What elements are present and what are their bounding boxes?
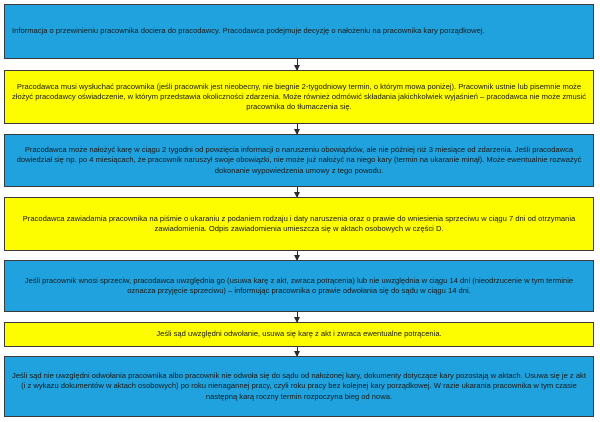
flow-step-1-text: Informacja o przewinieniu pracownika dociera do pracodawcy. Pracodawca podejmuje decyzję o nałożeniu na pracownika kary porządkowej. — [12, 26, 485, 36]
flow-arrow-2 — [297, 124, 298, 134]
flow-step-5-text: Jeśli pracownik wnosi sprzeciw, pracodawca uwzględnia go (usuwa karę z akt, zwraca potrącenia) lub nie uwzględnia w ciągu 14 dni (nieodrzucenie w tym terminie oznacza przyjęcie sprzeciwu) – informując pracownika o prawie odwołania się do sądu w ciągu 14 dni. — [24, 275, 574, 295]
flow-step-4-text: Pracodawca zawiadamia pracownika na piśmie o ukaraniu z podaniem rodzaju i daty naruszenia oraz o prawie do wniesienia sprzeciwu w ciągu 7 dni od otrzymania zawiadomienia. Odpis zawiadomienia umieszcza się w aktach osobowych w części D. — [22, 213, 576, 233]
flow-arrow-6 — [297, 347, 298, 356]
flow-step-7 — [4, 356, 594, 417]
flow-arrow-5 — [297, 312, 298, 322]
flow-arrow-4 — [297, 251, 298, 260]
flow-step-5 — [4, 260, 594, 312]
flow-step-3 — [4, 134, 594, 187]
flow-step-2-text: Pracodawca musi wysłuchać pracownika (jeśli pracownik jest nieobecny, nie biegnie 2-tygodniowy termin, o którym mowa poniżej). Pracownik ustnie lub pisemnie może złożyć pracodawcy oświadczenie, w którym przedstawia okoliczności zdarzenia. Może również odmówić składania jakichkolwiek wyjaśnień – pracodawca nie może zmusić pracownika do tłumaczenia się. — [12, 81, 586, 112]
flow-step-6-text: Jeśli sąd uwzględni odwołanie, usuwa się karę z akt i zwraca ewentualne potrącenia. — [156, 329, 442, 339]
flow-step-1 — [4, 4, 594, 59]
flow-step-2 — [4, 70, 594, 124]
flow-step-7-text: Jeśli sąd nie uwzględni odwołania pracownika albo pracownik nie odwoła się do sądu od nałożonej kary, dokumenty dotyczące kary pozostają w aktach. Usuwa się je z akt (i z wykazu dokumentów w aktach osobowych) po roku nienagannej pracy, czyli roku pracy bez kolejnej kary porządkowej. W razie ukarania pracownika w tym czasie następną karą roczny termin rozpoczyna bieg od nowa. — [12, 371, 586, 401]
flow-step-4 — [4, 197, 594, 251]
flow-arrow-3 — [297, 187, 298, 197]
flow-step-6 — [4, 322, 594, 347]
flow-arrow-1 — [297, 59, 298, 70]
flow-step-3-text: Pracodawca może nałożyć karę w ciągu 2 tygodni od powzięcia informacji o naruszeniu obowiązków, ale nie później niż 3 miesiące od zdarzenia. Jeśli pracodawca dowiedział się np. po 4 miesiącach, że pracownik naruszył swoje obowiązki, nie może już nałożyć na niego kary (termin na ukaranie minął). Może ewentualnie rozważyć dokonanie wypowiedzenia umowy z tego powodu. — [16, 145, 582, 175]
